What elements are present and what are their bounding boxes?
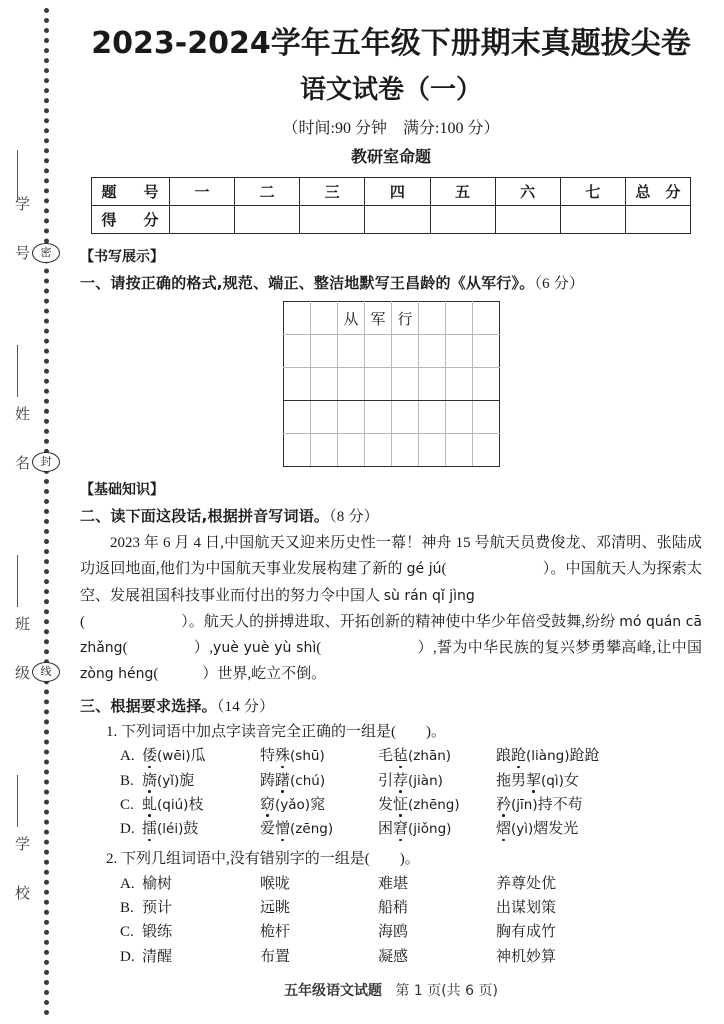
grid-cell[interactable] xyxy=(365,368,392,401)
mcq-2-option-c[interactable] xyxy=(120,920,702,944)
dotted-char: 殊 xyxy=(275,748,291,765)
seal-divider-2 xyxy=(17,345,18,397)
seal-label-class: 班 级 xyxy=(13,616,29,689)
mcq-2-option-a[interactable] xyxy=(120,872,702,896)
question-two-stem xyxy=(80,505,702,526)
option-word: 矜(jīn)持不苟 xyxy=(496,796,583,813)
option-word: 远眺 xyxy=(260,900,291,917)
option-word: 喉咙 xyxy=(260,875,291,892)
grid-cell[interactable] xyxy=(473,434,500,467)
mcq-1-stem: 1. 下列词语中加点字读音完全正确的一组是( )。 xyxy=(106,723,446,740)
option-letter: C. xyxy=(120,924,134,941)
option-word: 布置 xyxy=(260,948,291,965)
grid-cell[interactable] xyxy=(392,368,419,401)
option-word: 养尊处优 xyxy=(496,875,557,892)
score-col-3: 三 xyxy=(300,178,365,206)
exam-page xyxy=(58,0,724,1024)
dotted-char: 躇 xyxy=(275,772,291,789)
seal-circle-mi: 密 xyxy=(32,243,60,263)
seal-circle-xian: 线 xyxy=(32,662,60,682)
score-table xyxy=(91,177,691,234)
dotted-char: 矜 xyxy=(496,796,512,813)
score-col-6: 六 xyxy=(495,178,560,206)
pinyin-zong-heng: zòng héng xyxy=(80,665,154,682)
grid-cell[interactable] xyxy=(446,401,473,434)
grid-cell[interactable] xyxy=(446,335,473,368)
passage-part-4: ）, xyxy=(193,639,214,656)
dotted-char: 窈 xyxy=(260,796,276,813)
question-three-text: 三、根据要求选择。 xyxy=(80,696,217,715)
grid-cell[interactable] xyxy=(338,401,365,434)
dotted-char: 跄 xyxy=(511,748,527,765)
grid-cell[interactable] xyxy=(338,335,365,368)
writing-grid-row xyxy=(284,302,500,335)
dotted-char: 怔 xyxy=(393,796,409,813)
dotted-char: 倭 xyxy=(142,748,158,765)
dotted-char: 窘 xyxy=(393,821,409,838)
option-word: 踌躇(chú) xyxy=(260,772,326,789)
score-cell-1[interactable] xyxy=(170,206,235,234)
writing-grid-row xyxy=(284,368,500,401)
passage-part-3: ）。航天人的拼搏进取、开拓创新的精神使中华少年倍受鼓舞,纷纷 xyxy=(181,613,620,630)
question-three-stem xyxy=(80,695,702,716)
question-one-stem xyxy=(80,272,702,293)
writing-grid-row xyxy=(284,335,500,368)
dotted-char: 荐 xyxy=(393,772,409,789)
question-two-text: 二、读下面这段话,根据拼音写词语。 xyxy=(80,507,330,526)
footer-page-number: 第 1 页(共 6 页) xyxy=(395,983,498,999)
seal-divider-4 xyxy=(17,775,18,827)
grid-cell[interactable] xyxy=(284,368,311,401)
mcq-1-option-b[interactable] xyxy=(120,769,702,793)
grid-cell[interactable] xyxy=(473,335,500,368)
score-table-header-row xyxy=(92,178,691,206)
grid-cell[interactable] xyxy=(365,335,392,368)
grid-cell[interactable] xyxy=(338,434,365,467)
score-cell-6[interactable] xyxy=(495,206,560,234)
seal-divider-1 xyxy=(17,150,18,202)
grid-cell[interactable] xyxy=(338,368,365,401)
grid-cell[interactable] xyxy=(311,401,338,434)
option-word: 海鸥 xyxy=(378,924,409,941)
dotted-char: 虬 xyxy=(142,796,158,813)
question-three-points: （14 分） xyxy=(216,698,275,715)
score-col-total: 总 分 xyxy=(625,178,690,206)
dotted-char: 擂 xyxy=(142,821,158,838)
option-word: 毛毡(zhān) xyxy=(378,748,452,765)
option-word: 特殊(shū) xyxy=(260,748,325,765)
option-word: 倭(wēi)瓜 xyxy=(142,748,206,765)
seal-circle-feng: 封 xyxy=(32,452,60,472)
option-word: 神机妙算 xyxy=(496,948,557,965)
grid-cell-filled[interactable]: 从 xyxy=(338,302,365,335)
option-word: 虬(qiú)枝 xyxy=(142,796,204,813)
writing-grid-row xyxy=(284,434,500,467)
option-word: 引荐(jiàn) xyxy=(378,772,443,789)
option-word: 擂(léi)鼓 xyxy=(142,821,199,838)
score-cell-2[interactable] xyxy=(235,206,300,234)
dotted-char: 熠 xyxy=(496,821,512,838)
option-word: 出谋划策 xyxy=(496,900,557,917)
grid-cell[interactable] xyxy=(284,434,311,467)
question-one-points: （6 分） xyxy=(534,276,585,293)
mcq-1-option-a[interactable] xyxy=(120,744,702,768)
grid-cell[interactable] xyxy=(419,401,446,434)
question-one-text: 一、请按正确的格式,规范、端正、整洁地默写王昌龄的《从军行》。 xyxy=(80,274,535,293)
option-word: 爱憎(zēng) xyxy=(260,821,334,838)
option-letter: B. xyxy=(120,900,134,917)
option-word: 踉跄(liàng)跄跄 xyxy=(496,748,600,765)
option-word: 窈(yǎo)窕 xyxy=(260,796,326,813)
score-cell-4[interactable] xyxy=(365,206,430,234)
grid-cell[interactable] xyxy=(446,302,473,335)
grid-cell[interactable] xyxy=(365,434,392,467)
score-cell-7[interactable] xyxy=(560,206,625,234)
grid-cell[interactable] xyxy=(392,434,419,467)
mcq-2-option-b[interactable] xyxy=(120,896,702,920)
seal-label-name: 姓 名 xyxy=(13,406,29,479)
grid-cell[interactable] xyxy=(311,302,338,335)
dotted-char: 憎 xyxy=(275,821,291,838)
option-word: 困窘(jiǒng) xyxy=(378,821,452,838)
option-word: 清醒 xyxy=(142,948,173,965)
writing-grid-wrap xyxy=(283,301,499,467)
grid-cell[interactable] xyxy=(473,401,500,434)
option-word: 榆树 xyxy=(142,875,173,892)
passage-part-6: ）世界,屹立不倒。 xyxy=(202,665,327,682)
page-subtitle: 语文试卷（一） xyxy=(299,75,482,106)
option-letter: C. xyxy=(120,796,134,813)
option-word: 旖(yǐ)旎 xyxy=(142,772,195,789)
seal-line-strip xyxy=(0,0,58,1024)
dotted-char: 挈 xyxy=(526,772,542,789)
option-word: 发怔(zhēng) xyxy=(378,796,460,813)
grid-cell[interactable] xyxy=(419,434,446,467)
section-header-basics: 【基础知识】 xyxy=(80,482,164,499)
page-footer xyxy=(58,980,724,1000)
option-letter: A. xyxy=(120,748,135,765)
option-word: 凝感 xyxy=(378,948,409,965)
grid-cell[interactable] xyxy=(446,434,473,467)
option-word: 桅杆 xyxy=(260,924,291,941)
seal-dotted-line xyxy=(44,8,49,1016)
seal-label-student-id: 学 号 xyxy=(13,196,29,269)
score-col-4: 四 xyxy=(365,178,430,206)
mcq-2-stem: 2. 下列几组词语中,没有错别字的一组是( )。 xyxy=(106,851,420,868)
mcq-2-option-d[interactable] xyxy=(120,945,702,969)
grid-cell[interactable] xyxy=(311,434,338,467)
score-table-row-label-score: 得 分 xyxy=(92,206,170,234)
passage-part-1: 2023 年 6 月 4 日,中国航天又迎来历史性一幕！神舟 15 号航天员费俊龙、邓清明、张陆成功返回地面,他们为中国航天事业发展构建了新的 xyxy=(80,535,702,578)
score-col-5: 五 xyxy=(430,178,495,206)
grid-cell-filled[interactable]: 行 xyxy=(392,302,419,335)
grid-cell[interactable] xyxy=(446,368,473,401)
grid-cell[interactable] xyxy=(473,368,500,401)
seal-divider-3 xyxy=(17,555,18,607)
score-table-row-label-question: 题 号 xyxy=(92,178,170,206)
option-letter: A. xyxy=(120,875,135,892)
grid-cell[interactable] xyxy=(419,302,446,335)
option-word: 熠(yì)熠发光 xyxy=(496,821,579,838)
grid-cell[interactable] xyxy=(311,368,338,401)
option-word: 拖男挈(qì)女 xyxy=(496,772,579,789)
page-title: 2023-2024学年五年级下册期末真题拔尖卷 xyxy=(91,26,691,61)
writing-grid-row xyxy=(284,401,500,434)
option-word: 难堪 xyxy=(378,875,409,892)
score-cell-5[interactable] xyxy=(430,206,495,234)
dotted-char: 旖 xyxy=(142,772,158,789)
pinyin-mo-quan-ca-zhang: mó quán cā zhǎng xyxy=(80,613,702,656)
grid-cell[interactable] xyxy=(284,401,311,434)
grid-cell[interactable] xyxy=(311,335,338,368)
grid-cell[interactable] xyxy=(365,401,392,434)
grid-cell[interactable] xyxy=(392,401,419,434)
score-cell-total[interactable] xyxy=(625,206,690,234)
pinyin-yue-yue-yu-shi: yuè yuè yù shì xyxy=(213,639,317,656)
grid-cell[interactable] xyxy=(392,335,419,368)
score-table-value-row xyxy=(92,206,691,234)
grid-cell[interactable] xyxy=(419,368,446,401)
mcq-1-option-d[interactable] xyxy=(120,817,702,841)
grid-cell[interactable] xyxy=(473,302,500,335)
score-col-7: 七 xyxy=(560,178,625,206)
option-letter: D. xyxy=(120,948,135,965)
grid-cell[interactable] xyxy=(284,335,311,368)
pinyin-ge-ju: gé jú xyxy=(406,561,442,578)
pinyin-su-ran-qi-jing: sù rán qǐ jìng xyxy=(383,587,475,604)
score-cell-3[interactable] xyxy=(300,206,365,234)
option-word: 胸有成竹 xyxy=(496,924,557,941)
option-word: 预计 xyxy=(142,900,173,917)
exam-meta: （时间:90 分钟 满分:100 分） xyxy=(282,120,500,138)
passage-part-2: ）。中国航天人为探索太空、发展祖国科技事业而付出的努力令中国人 xyxy=(80,561,702,604)
mcq-1-option-c[interactable] xyxy=(120,793,702,817)
pinyin-passage: 2023 年 6 月 4 日,中国航天又迎来历史性一幕！神舟 15 号航天员费俊龙、邓清明、张陆成功返回地面,他们为中国航天事业发展构建了新的 gé jú( ）。中国航天人为探索太空、发展祖国科技事业而付出的努力令中国人 sù rán qǐ jìng ( ）。航天人的拼搏进取、开拓创新的精神使中华少年倍受鼓舞,纷纷 mó quán cā zhǎng( ）,yuè yuè yù shì( ）,誓为中华民族的复兴梦勇攀高峰,让中国 zòng héng( ）世界,屹立不倒。 xyxy=(80,535,702,682)
option-word: 锻练 xyxy=(142,924,173,941)
section-header-writing: 【书写展示】 xyxy=(80,249,164,266)
score-col-2: 二 xyxy=(235,178,300,206)
seal-label-school: 学 校 xyxy=(13,836,29,909)
option-word: 船稍 xyxy=(378,900,409,917)
footer-subject: 五年级语文试题 xyxy=(284,983,383,999)
score-col-1: 一 xyxy=(170,178,235,206)
exam-byline: 教研室命题 xyxy=(350,147,431,167)
writing-grid xyxy=(283,301,500,467)
option-letter: B. xyxy=(120,772,134,789)
grid-cell[interactable] xyxy=(419,335,446,368)
dotted-char: 毡 xyxy=(393,748,409,765)
question-two-points: （8 分） xyxy=(329,509,379,526)
passage-part-5: ）,誓为中华民族的复兴梦勇攀高峰,让中国 xyxy=(417,639,702,656)
option-letter: D. xyxy=(120,821,135,838)
grid-cell[interactable] xyxy=(284,302,311,335)
grid-cell-filled[interactable]: 军 xyxy=(365,302,392,335)
